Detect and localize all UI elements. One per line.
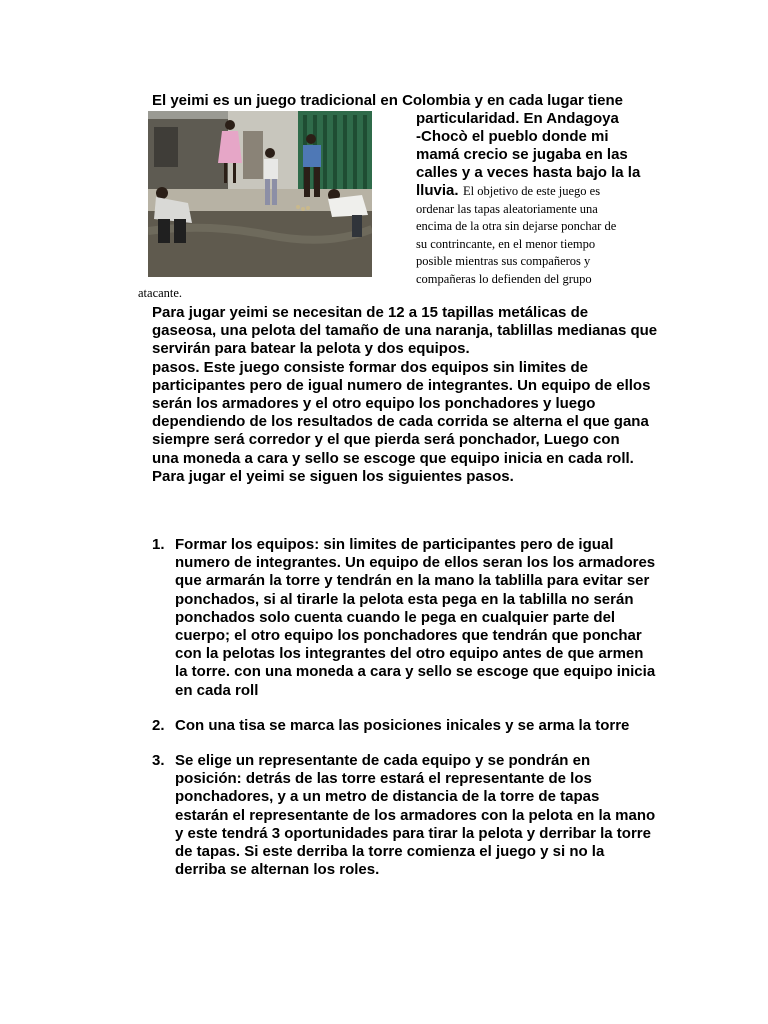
intro-atacante: atacante. — [138, 286, 183, 300]
intro-first-line: El yeimi es un juego tradicional en Colombia y en cada lugar tiene — [152, 92, 623, 109]
intro-side-line: mamá crecio se jugaba en las — [416, 146, 628, 163]
body-line: Para jugar yeimi se necesitan de 12 a 15 tapillas metálicas de — [152, 304, 589, 321]
step-line: en cada roll — [175, 681, 259, 699]
step-line: estarán el representante de los armadores con la pelota en la mano — [175, 806, 656, 824]
intro-side-text — [416, 110, 666, 289]
step-line: la torre. con una moneda a cara y sello se escoge que equipo inicia — [175, 663, 656, 681]
step-line: numero de integrantes. Un equipo de ellos seran los los armadores — [175, 554, 656, 572]
intro-small-line: compañeras lo defienden del grupo — [416, 271, 592, 286]
body-paragraph — [152, 304, 672, 486]
step-line: ponchados solo cuenta cuando le pega en cualquier parte del — [175, 608, 616, 626]
step-line: Se elige un representante de cada equipo y se pondrán en — [175, 752, 591, 770]
body-line: servirán para batear la pelota y dos equipos. — [152, 340, 470, 358]
intro-side-line: particularidad. En Andagoya — [416, 110, 619, 127]
step-item — [152, 717, 672, 735]
intro-small-line: su contrincante, en el menor tiempo — [416, 236, 596, 251]
step-line: de tapas. Si este derriba la torre comienza el juego y si no la — [175, 843, 605, 861]
step-line: posición: detrás de las torre estará el representante de los — [175, 770, 592, 788]
intro-small-line: ordenar las tapas aleatoriamente una — [416, 201, 598, 216]
children-playing-photo — [148, 111, 372, 277]
intro-small-first: El objetivo de este juego es — [462, 184, 601, 198]
step-line: y este tendrá 3 oportunidades para tirar la pelota y derribar la torre — [175, 824, 651, 842]
intro-side-line: calles y a veces hasta bajo la la — [416, 164, 641, 181]
step-item — [152, 536, 672, 700]
step-line: ponchados, si al tirarle la pelota esta pega en la tablilla no serán — [175, 590, 634, 608]
step-line: que armarán la torre y tendrán en la mano la tablilla para evitar ser — [175, 572, 650, 590]
body-line: serán los armadores y el otro equipo los ponchadores y luego — [152, 395, 596, 413]
intro-small-line: posible mientras sus compañeros y — [416, 254, 591, 269]
step-line: cuerpo; el otro equipo los ponchadores que tendrán que ponchar — [175, 627, 642, 645]
body-line: participantes pero de igual numero de integrantes. Un equipo de ellos — [152, 376, 651, 394]
body-line: pasos. Este juego consiste formar dos equipos sin limites de — [152, 358, 588, 376]
body-line: Para jugar el yeimi se siguen los siguientes pasos. — [152, 467, 514, 485]
body-line: una moneda a cara y sello se escoge que equipo inicia en cada roll. — [152, 449, 634, 467]
step-number: 2. — [152, 716, 165, 734]
intro-small-line: encima de la otra sin dejarse ponchar de — [416, 219, 617, 234]
step-line: derriba se alternan los roles. — [175, 861, 380, 879]
body-line: dependiendo de los resultados de cada corrida se alterna el que gana — [152, 413, 649, 431]
step-line: Formar los equipos: sin limites de participantes pero de igual — [175, 536, 614, 553]
steps-list — [152, 536, 672, 879]
step-line: con la pelotas los integrantes del otro equipo antes de que armen — [175, 645, 644, 663]
step-line: ponchadores, y a un metro de distancia de la torre de tapas — [175, 788, 600, 806]
intro-lluvia: lluvia. — [416, 182, 459, 199]
step-number: 3. — [152, 752, 165, 770]
intro-side-line: -Chocò el pueblo donde mi — [416, 128, 609, 145]
body-line: gaseosa, una pelota del tamaño de una naranja, tablillas medianas que — [152, 322, 658, 340]
step-item — [152, 752, 672, 879]
body-line: siempre será corredor y el que pierda será ponchador, Luego con — [152, 431, 620, 449]
step-line: Con una tisa se marca las posiciones inicales y se arma la torre — [175, 716, 630, 734]
step-number: 1. — [152, 536, 165, 553]
